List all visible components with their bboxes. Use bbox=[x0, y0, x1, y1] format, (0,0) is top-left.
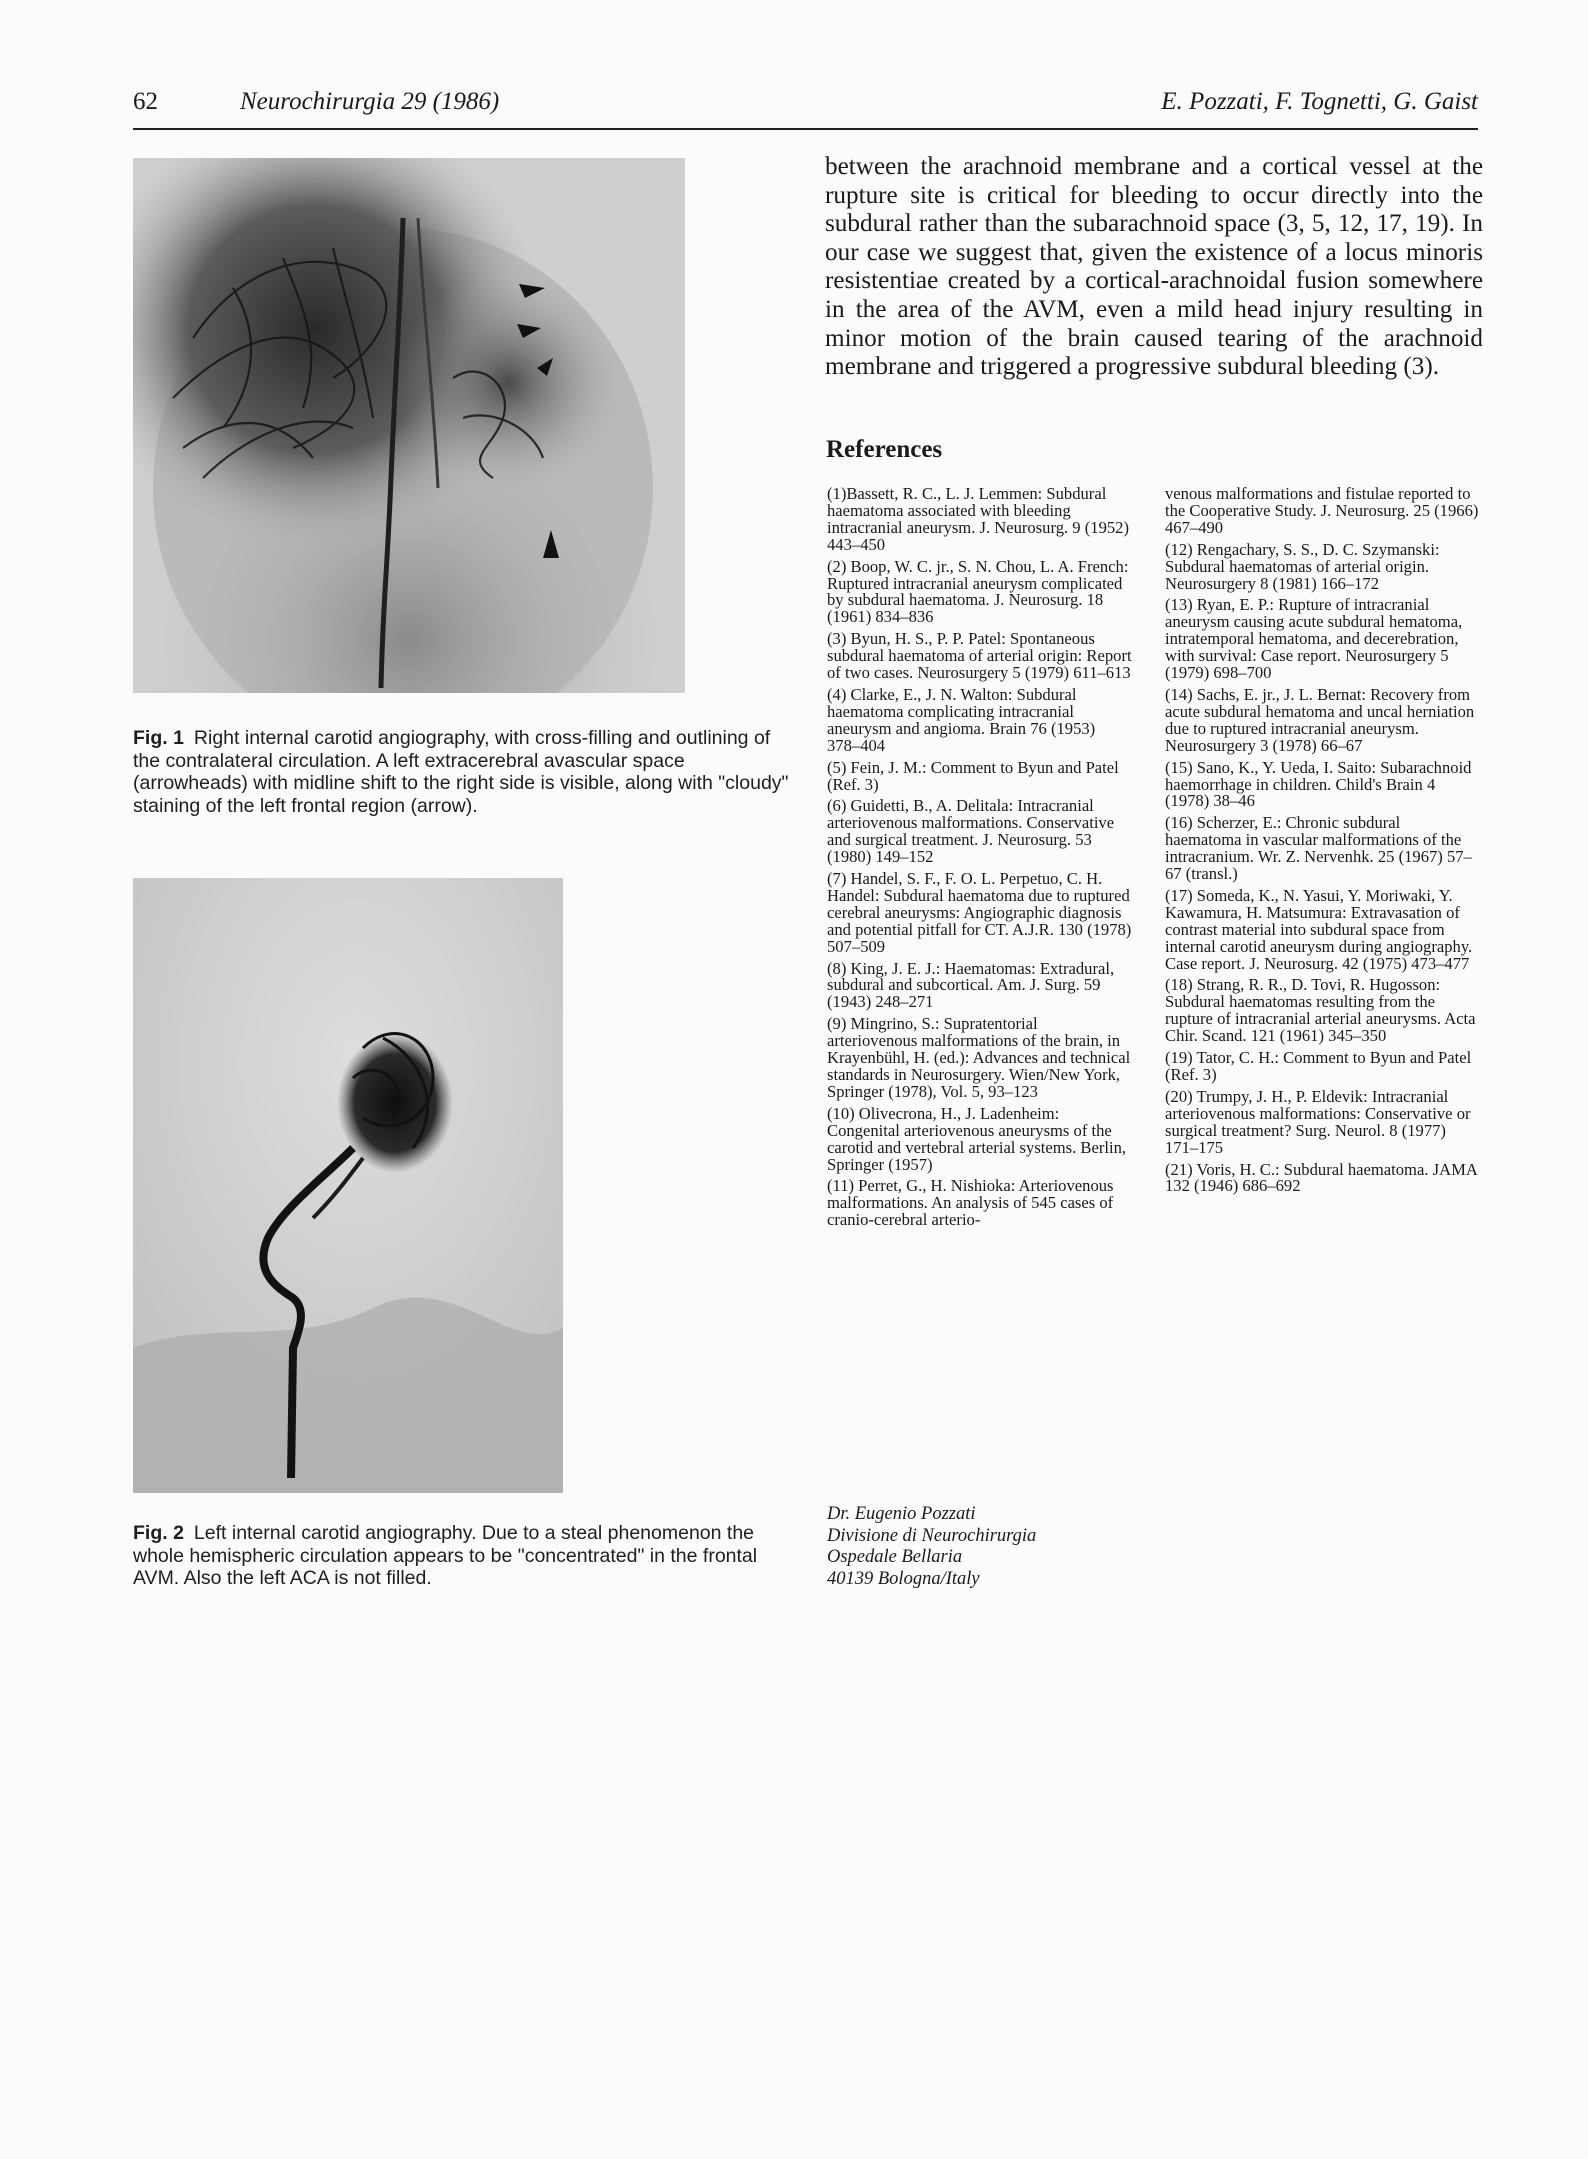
reference-item: (13) Ryan, E. P.: Rupture of intracranial aneurysm causing acute subdural hematoma, intratemporal hematoma, and decerebration, with survival: Case report. Neurosurgery 5 (1979) 698–700 bbox=[1165, 595, 1463, 683]
references-heading: References bbox=[826, 436, 943, 463]
page-number: 62 bbox=[133, 88, 158, 115]
reference-item: (21) Voris, H. C.: Subdural haematoma. JAMA 132 (1946) 686–692 bbox=[1165, 1159, 1477, 1196]
reference-item: (1)Bassett, R. C., L. J. Lemmen: Subdural haematoma associated with bleeding intracranial aneurysm. J. Neurosurg. 9 (1952) 443–450 bbox=[827, 484, 1129, 554]
address-name: Dr. Eugenio Pozzati bbox=[827, 1504, 976, 1524]
figure-2-caption-text: Left internal carotid angiography. Due to a steal phenomenon the whole hemispheric circulation appears to be "concentrated" in the frontal AVM. Also the left ACA is not filled. bbox=[133, 1522, 758, 1589]
figure-1-caption bbox=[133, 727, 798, 817]
reference-item: (17) Someda, K., N. Yasui, Y. Moriwaki, Y. Kawamura, H. Matsumura: Extravasation of contrast material into subdural space from internal carotid aneurysm during angiography. Case report. J. Neurosurg. 42 (1975) 473–477 bbox=[1165, 885, 1473, 973]
reference-item: (20) Trumpy, J. H., P. Eldevik: Intracranial arteriovenous malformations: Conservative or surgical treatment? Surg. Neurol. 8 (1977) 171–175 bbox=[1165, 1086, 1471, 1157]
reference-item: (18) Strang, R. R., D. Tovi, R. Hugosson: Subdural haematomas resulting from the rupture of intracranial arterial aneurysms. Acta Chir. Scand. 121 (1961) 345–350 bbox=[1165, 975, 1476, 1046]
reference-item: (6) Guidetti, B., A. Delitala: Intracranial arteriovenous malformations. Conservative and surgical treatment. J. Neurosurg. 53 (1980) 149–152 bbox=[827, 796, 1115, 867]
reference-item: (15) Sano, K., Y. Ueda, I. Saito: Subarachnoid haemorrhage in children. Child's Brain 4 (1978) 38–46 bbox=[1165, 757, 1472, 811]
body-paragraph: between the arachnoid membrane and a cortical vessel at the rupture site is critical for bleeding to occur directly into the subdural rather than the subarachnoid space (3, 5, 12, 17, 19). In our case we suggest that, given the existence of a locus minoris resistentiae created by a cortical-arachnoidal fusion somewhere in the area of the AVM, even a mild head injury resulting in minor motion of the brain caused tearing of the arachnoid membrane and triggered a progressive subdural bleeding (3). bbox=[825, 153, 1483, 381]
reference-item: venous malformations and fistulae reported to the Cooperative Study. J. Neurosurg. 25 (1966) 467–490 bbox=[1165, 484, 1479, 537]
reference-item: (19) Tator, C. H.: Comment to Byun and Patel (Ref. 3) bbox=[1165, 1048, 1472, 1084]
reference-item: (9) Mingrino, S.: Supratentorial arteriovenous malformations of the brain, in Krayenbühl, H. (ed.): Advances and technical standards in Neurosurgery. Wien/New York, Springer (1978), Vol. 5, 93–123 bbox=[827, 1014, 1131, 1101]
address-hospital: Ospedale Bellaria bbox=[827, 1547, 963, 1567]
header-rule bbox=[133, 128, 1478, 130]
reference-item: (2) Boop, W. C. jr., S. N. Chou, L. A. French: Ruptured intracranial aneurysm complicated by subdural haematoma. J. Neurosurg. 18 (1961) 834–836 bbox=[827, 556, 1129, 627]
journal-title: Neurochirurgia 29 (1986) bbox=[240, 88, 500, 115]
references-column-right bbox=[1165, 486, 1480, 1200]
figure-2-label: Fig. 2 bbox=[133, 1522, 184, 1544]
reference-item: (8) King, J. E. J.: Haematomas: Extradural, subdural and subcortical. Am. J. Surg. 59 (1943) 248–271 bbox=[827, 958, 1115, 1012]
reference-item: (4) Clarke, E., J. N. Walton: Subdural haematoma complicating intracranial aneurysm and angioma. Brain 76 (1953) 378–404 bbox=[827, 684, 1096, 755]
figure-2-caption bbox=[133, 1522, 798, 1590]
address-department: Divisione di Neurochirurgia bbox=[827, 1525, 1037, 1546]
figure-2-angiogram bbox=[133, 878, 563, 1493]
figure-1-angiogram bbox=[133, 158, 685, 693]
reference-item: (7) Handel, S. F., F. O. L. Perpetuo, C. H. Handel: Subdural haematoma due to ruptured cerebral aneurysms: Angiographic diagnosis and potential pitfall for CT. A.J.R. 130 (1978) 507–509 bbox=[827, 869, 1132, 956]
reference-item: (14) Sachs, E. jr., J. L. Bernat: Recovery from acute subdural hematoma and uncal herniation due to ruptured intracranial aneurysm. Neurosurgery 3 (1978) 66–67 bbox=[1165, 684, 1475, 755]
figure-1-caption-text: Right internal carotid angiography, with cross-filling and outlining of the contralateral circulation. A left extracerebral avascular space (arrowheads) with midline shift to the right side is visible, along with "cloudy" staining of the left frontal region (arrow). bbox=[133, 727, 789, 817]
reference-item: (12) Rengachary, S. S., D. C. Szymanski: Subdural haematomas of arterial origin. Neurosurgery 8 (1981) 166–172 bbox=[1165, 539, 1440, 593]
address-city: 40139 Bologna/Italy bbox=[827, 1568, 980, 1589]
reference-item: (11) Perret, G., H. Nishioka: Arteriovenous malformations. An analysis of 545 cases of cranio-cerebral arterio- bbox=[827, 1176, 1114, 1230]
reference-item: (10) Olivecrona, H., J. Ladenheim: Congenital arteriovenous aneurysms of the carotid and vertebral arterial systems. Berlin, Springer (1957) bbox=[827, 1103, 1127, 1174]
reference-item: (3) Byun, H. S., P. P. Patel: Spontaneous subdural haematoma of arterial origin: Report of two cases. Neurosurgery 5 (1979) 611–613 bbox=[827, 629, 1132, 683]
author-address bbox=[827, 1504, 1036, 1590]
figure-1-label: Fig. 1 bbox=[133, 727, 184, 749]
reference-item: (5) Fein, J. M.: Comment to Byun and Patel (Ref. 3) bbox=[827, 757, 1119, 794]
running-authors: E. Pozzati, F. Tognetti, G. Gaist bbox=[1161, 88, 1478, 115]
reference-item: (16) Scherzer, E.: Chronic subdural haematoma in vascular malformations of the intracranium. Wr. Z. Nervenhk. 25 (1967) 57–67 (transl.) bbox=[1165, 813, 1472, 884]
references-column-left bbox=[827, 486, 1132, 1234]
